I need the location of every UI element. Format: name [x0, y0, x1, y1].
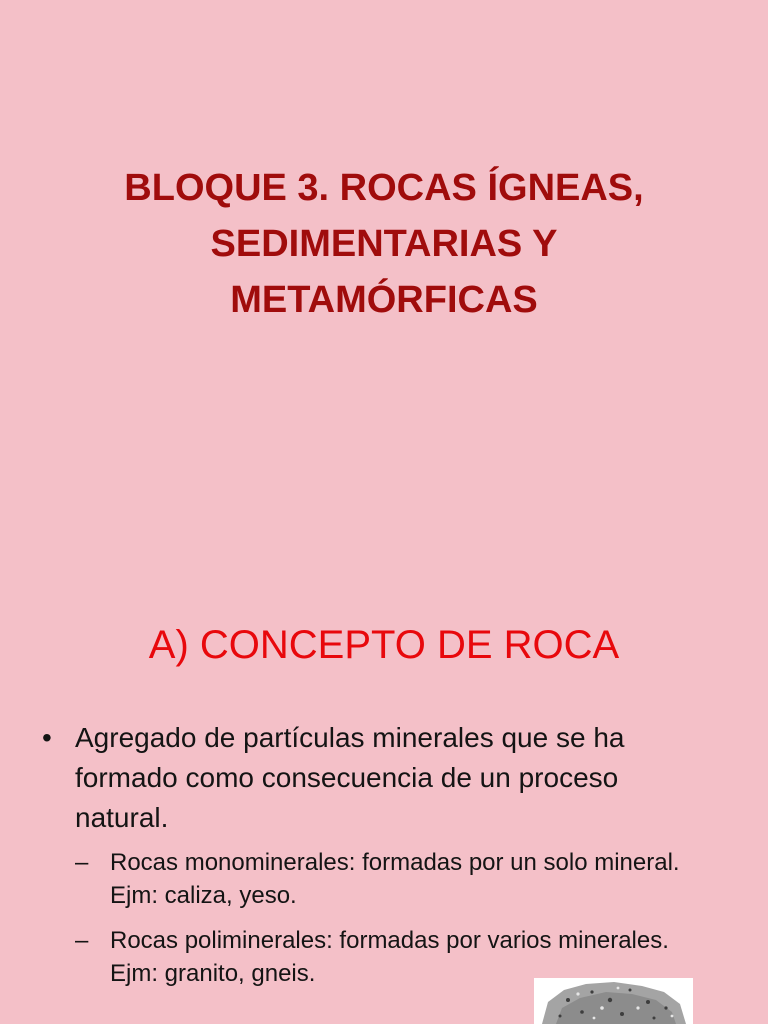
sub-item-dash: –	[75, 849, 89, 876]
sub-item-text: Rocas poliminerales: formadas por varios minerales. Ejm: granito, gneis.	[110, 927, 669, 987]
bullet-dot: •	[42, 722, 52, 753]
main-title-line-2: SEDIMENTARIAS Y	[210, 223, 558, 265]
section-title: A) CONCEPTO DE ROCA	[148, 623, 620, 667]
sub-item-dash: –	[75, 927, 89, 954]
granite-rock-drawing	[534, 978, 693, 1024]
main-title	[60, 160, 708, 328]
main-title-line-3: METAMÓRFICAS	[230, 279, 538, 321]
bullet-list	[40, 718, 700, 1002]
slide-concept	[0, 512, 768, 1024]
bullet-text: Agregado de partículas minerales que se ha formado como consecuencia de un proceso natural.	[75, 722, 625, 833]
bullet-item	[40, 718, 700, 990]
sub-item-text: Rocas monominerales: formadas por un solo mineral. Ejm: caliza, yeso.	[110, 849, 680, 909]
granite-rock-icon	[534, 978, 693, 1024]
sub-item-monominerales	[75, 846, 700, 912]
sub-list	[75, 846, 700, 990]
main-title-line-1: BLOQUE 3. ROCAS ÍGNEAS,	[124, 167, 644, 209]
